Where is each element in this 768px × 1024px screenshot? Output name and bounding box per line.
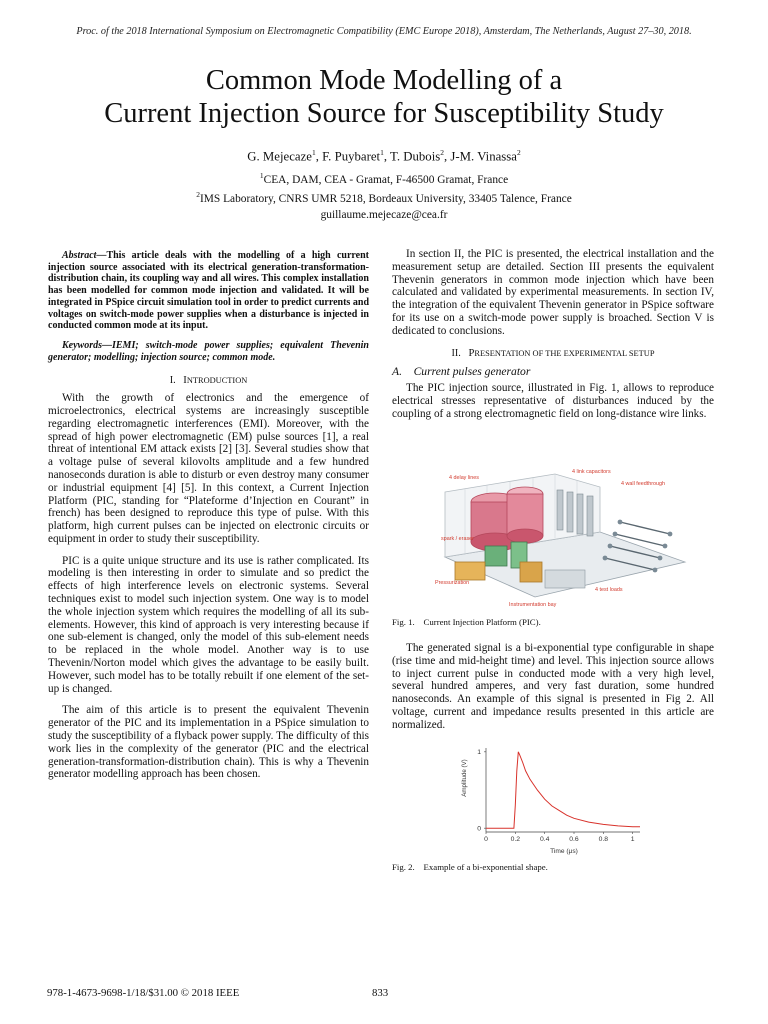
paper-title-line-2: Current Injection Source for Susceptibility Study xyxy=(104,98,664,129)
y-tick-label: 1 xyxy=(477,749,481,757)
figure-2-caption: Fig. 2. Example of a bi-exponential shape. xyxy=(392,862,548,872)
author-name: J-M. Vinassa xyxy=(450,149,517,164)
section-heading-introduction xyxy=(48,375,369,388)
author-name: T. Dubois xyxy=(390,149,441,164)
label-pressurization: Pressurization xyxy=(435,580,470,586)
x-tick-label: 0.4 xyxy=(539,836,550,843)
x-axis-label: Time (μs) xyxy=(550,848,578,855)
author-affil-mark: 2 xyxy=(516,148,521,157)
label-delay-lines: 4 delay lines xyxy=(449,475,479,481)
pic-drawing xyxy=(425,462,695,612)
author-affil-mark: 1 xyxy=(380,148,384,157)
y-tick-label: 0 xyxy=(477,825,481,833)
affil-text: IMS Laboratory, CNRS UMR 5218, Bordeaux University, 33405 Talence, France xyxy=(199,192,572,205)
section-heading-setup xyxy=(392,348,714,361)
keywords-text: IEMI; switch-mode power supplies; equivalent Thevenin generator; modelling; injection source; common mode. xyxy=(48,339,369,363)
keywords xyxy=(48,340,369,363)
bi-exponential-plot xyxy=(448,740,648,856)
author-name: F. Puybaret xyxy=(322,149,381,164)
label-link-capacitors: 4 link capacitors xyxy=(572,469,611,475)
author-affil-mark: 2 xyxy=(440,148,444,157)
intro-paragraph-1: With the growth of electronics and the emergence of microelectronics, electrical systems are increasingly susceptible regarding electromagnetic interferences (EMI). Moreover, with the spread of high power electromagnetic (EM) pulse sources [1], a real threat of intentional EM attack exists [2] [3]. Several studies show that a voltage pulse of several kilovolts amplitude and a few hundred nanoseconds duration is able to disturb or even destroy many consumer or industrial equipment [4] [5]. In this context, a Current Injection Platform (PIC, standing for “Plateforme d’Injection en Courant” in french) has been designed to reproduce this type of pulse. With this platform, high current pulses can be injected on electronic circuits or equipment in order to study their susceptibility. xyxy=(48,392,369,545)
label-spark-eraser: spark / eraser xyxy=(441,536,474,542)
section-title-cap: P xyxy=(468,347,475,359)
section-title-rest: NTRODUCTION xyxy=(186,376,248,386)
abstract-text: This article deals with the modelling of a high current injection source associated with its electrical generation-transformation-distribution chain, its coupling way and all wires. This complex installation has been modelled for common mode injection and validated. It will be integrated in PSpice circuit simulation tool in order to predict currents and voltages on switch-mode power supplies when a disturbance is injected in conducted common mode at its input. xyxy=(48,250,369,332)
author-list: G. Mejecaze$^1$, F. Puybaret$^1$, T. Dubois$^2$, J-M. Vinassa$^2$ xyxy=(247,148,521,164)
section-title-rest: RESENTATION OF THE EXPERIMENTAL SETUP xyxy=(474,348,655,358)
figure-pic-illustration xyxy=(425,462,695,612)
abstract-label: Abstract xyxy=(62,250,97,261)
keywords-label: Keywords xyxy=(62,339,102,351)
label-wall-feedthrough: 4 wall feedthrough xyxy=(621,481,666,487)
subsection-heading: A. Current pulses generator xyxy=(392,365,531,379)
x-tick-label: 0 xyxy=(484,836,488,843)
label-instrumentation-bay: Instrumentation bay xyxy=(509,602,557,608)
y-axis-label: Amplitude (V) xyxy=(461,759,468,797)
instrumentation-bay-box xyxy=(545,570,585,588)
author-affil-mark: 1 xyxy=(311,148,316,157)
left-column xyxy=(48,250,369,781)
intro-paragraph-3: The aim of this article is to present the equivalent Thevenin generator of the PIC and its implementation in a PSpice simulation to study the susceptibility of a flyback power supply. The difficulty of this work lies in the complexity of the generator (PIC and the electrical generation-transformation-distribution chain). This is why a Thevenin generator modelling approach has been chosen. xyxy=(48,704,369,781)
affil-mark: 2 xyxy=(196,190,200,199)
pic-description-paragraph: The PIC injection source, illustrated in Fig. 1, allows to reproduce electrical stresses representative of disturbances induced by the coupling of a strong electromagnetic field on long-distance wire links. xyxy=(392,382,714,420)
paper-title xyxy=(0,64,768,130)
figure-bi-exponential-chart xyxy=(448,740,648,856)
abstract-dash: — xyxy=(96,250,107,261)
footer-isbn: 978-1-4673-9698-1/18/$31.00 © 2018 IEEE xyxy=(47,987,240,999)
page-number: 833 xyxy=(372,987,389,999)
author-name: G. Mejecaze xyxy=(247,149,312,164)
author-email: guillaume.mejecaze@cea.fr xyxy=(320,209,448,221)
right-column-bottom xyxy=(392,642,714,732)
signal-description-paragraph: The generated signal is a bi-exponential type configurable in shape (rise time and mid-height time) and level. This injection source allows to inject current pulse in conducted mode with a very high level, several hundred amperes, and very fast duration, some hundred nanoseconds. An example of this signal is presented in Fig 2. All voltage, current and impedance results presented in this article are normalized. xyxy=(392,642,714,731)
figure-1-caption: Fig. 1. Current Injection Platform (PIC). xyxy=(392,617,541,627)
conference-header: Proc. of the 2018 International Symposium on Electromagnetic Compatibility (EMC Europe 2018), Amsterdam, The Netherlands, August 27–30, 2018. xyxy=(76,26,692,37)
signal-series-line xyxy=(486,752,640,828)
intro-paragraph-2: PIC is a quite unique structure and its use is rather complicated. Its modeling is then interesting in order to simulate and so predict the effects of high interference levels on electronic systems. Several techniques exist to model such injection system. One way is to model the whole injection system which requires the modelling of all its sub-elements. However, this kind of approach is very interesting because if one sub-element is changed, only the model of this sub-element needs to be replaced in the whole model. Another way is to use Thevenin/Norton model which gives the advantage to be easily built. However, such model has to be totally rebuilt if one element of the set-up is changed. xyxy=(48,554,369,695)
delay-lines-coil xyxy=(471,487,543,551)
x-tick-label: 1 xyxy=(630,836,635,843)
label-test-loads: 4 test loads xyxy=(595,587,623,593)
affiliation-1 xyxy=(0,171,768,186)
section-title-cap: I xyxy=(183,375,187,387)
keywords-dash: — xyxy=(102,339,112,351)
x-tick-label: 0.6 xyxy=(569,836,579,843)
affiliation-2 xyxy=(0,190,768,205)
paper-title-line-1: Common Mode Modelling of a xyxy=(205,65,563,96)
affil-mark: 1 xyxy=(259,171,264,180)
section-number: II. xyxy=(451,347,461,359)
right-column-top xyxy=(392,248,714,421)
section-number: I. xyxy=(169,375,176,387)
abstract xyxy=(48,250,369,332)
section-overview-paragraph: In section II, the PIC is presented, the electrical installation and the measurement setup are detailed. Section III presents the equivalent Thevenin generators in common mode injection which have been calculated and validated by experimental measurements. In section IV, the integration of the equivalent Thevenin generator in PSpice software for its use on a switch-mode power supply is broached. Section V is dedicated to conclusions. xyxy=(392,248,714,337)
x-tick-label: 0.8 xyxy=(598,836,609,843)
affil-text: CEA, DAM, CEA - Gramat, F-46500 Gramat, France xyxy=(263,173,509,186)
x-tick-label: 0.2 xyxy=(510,836,521,843)
